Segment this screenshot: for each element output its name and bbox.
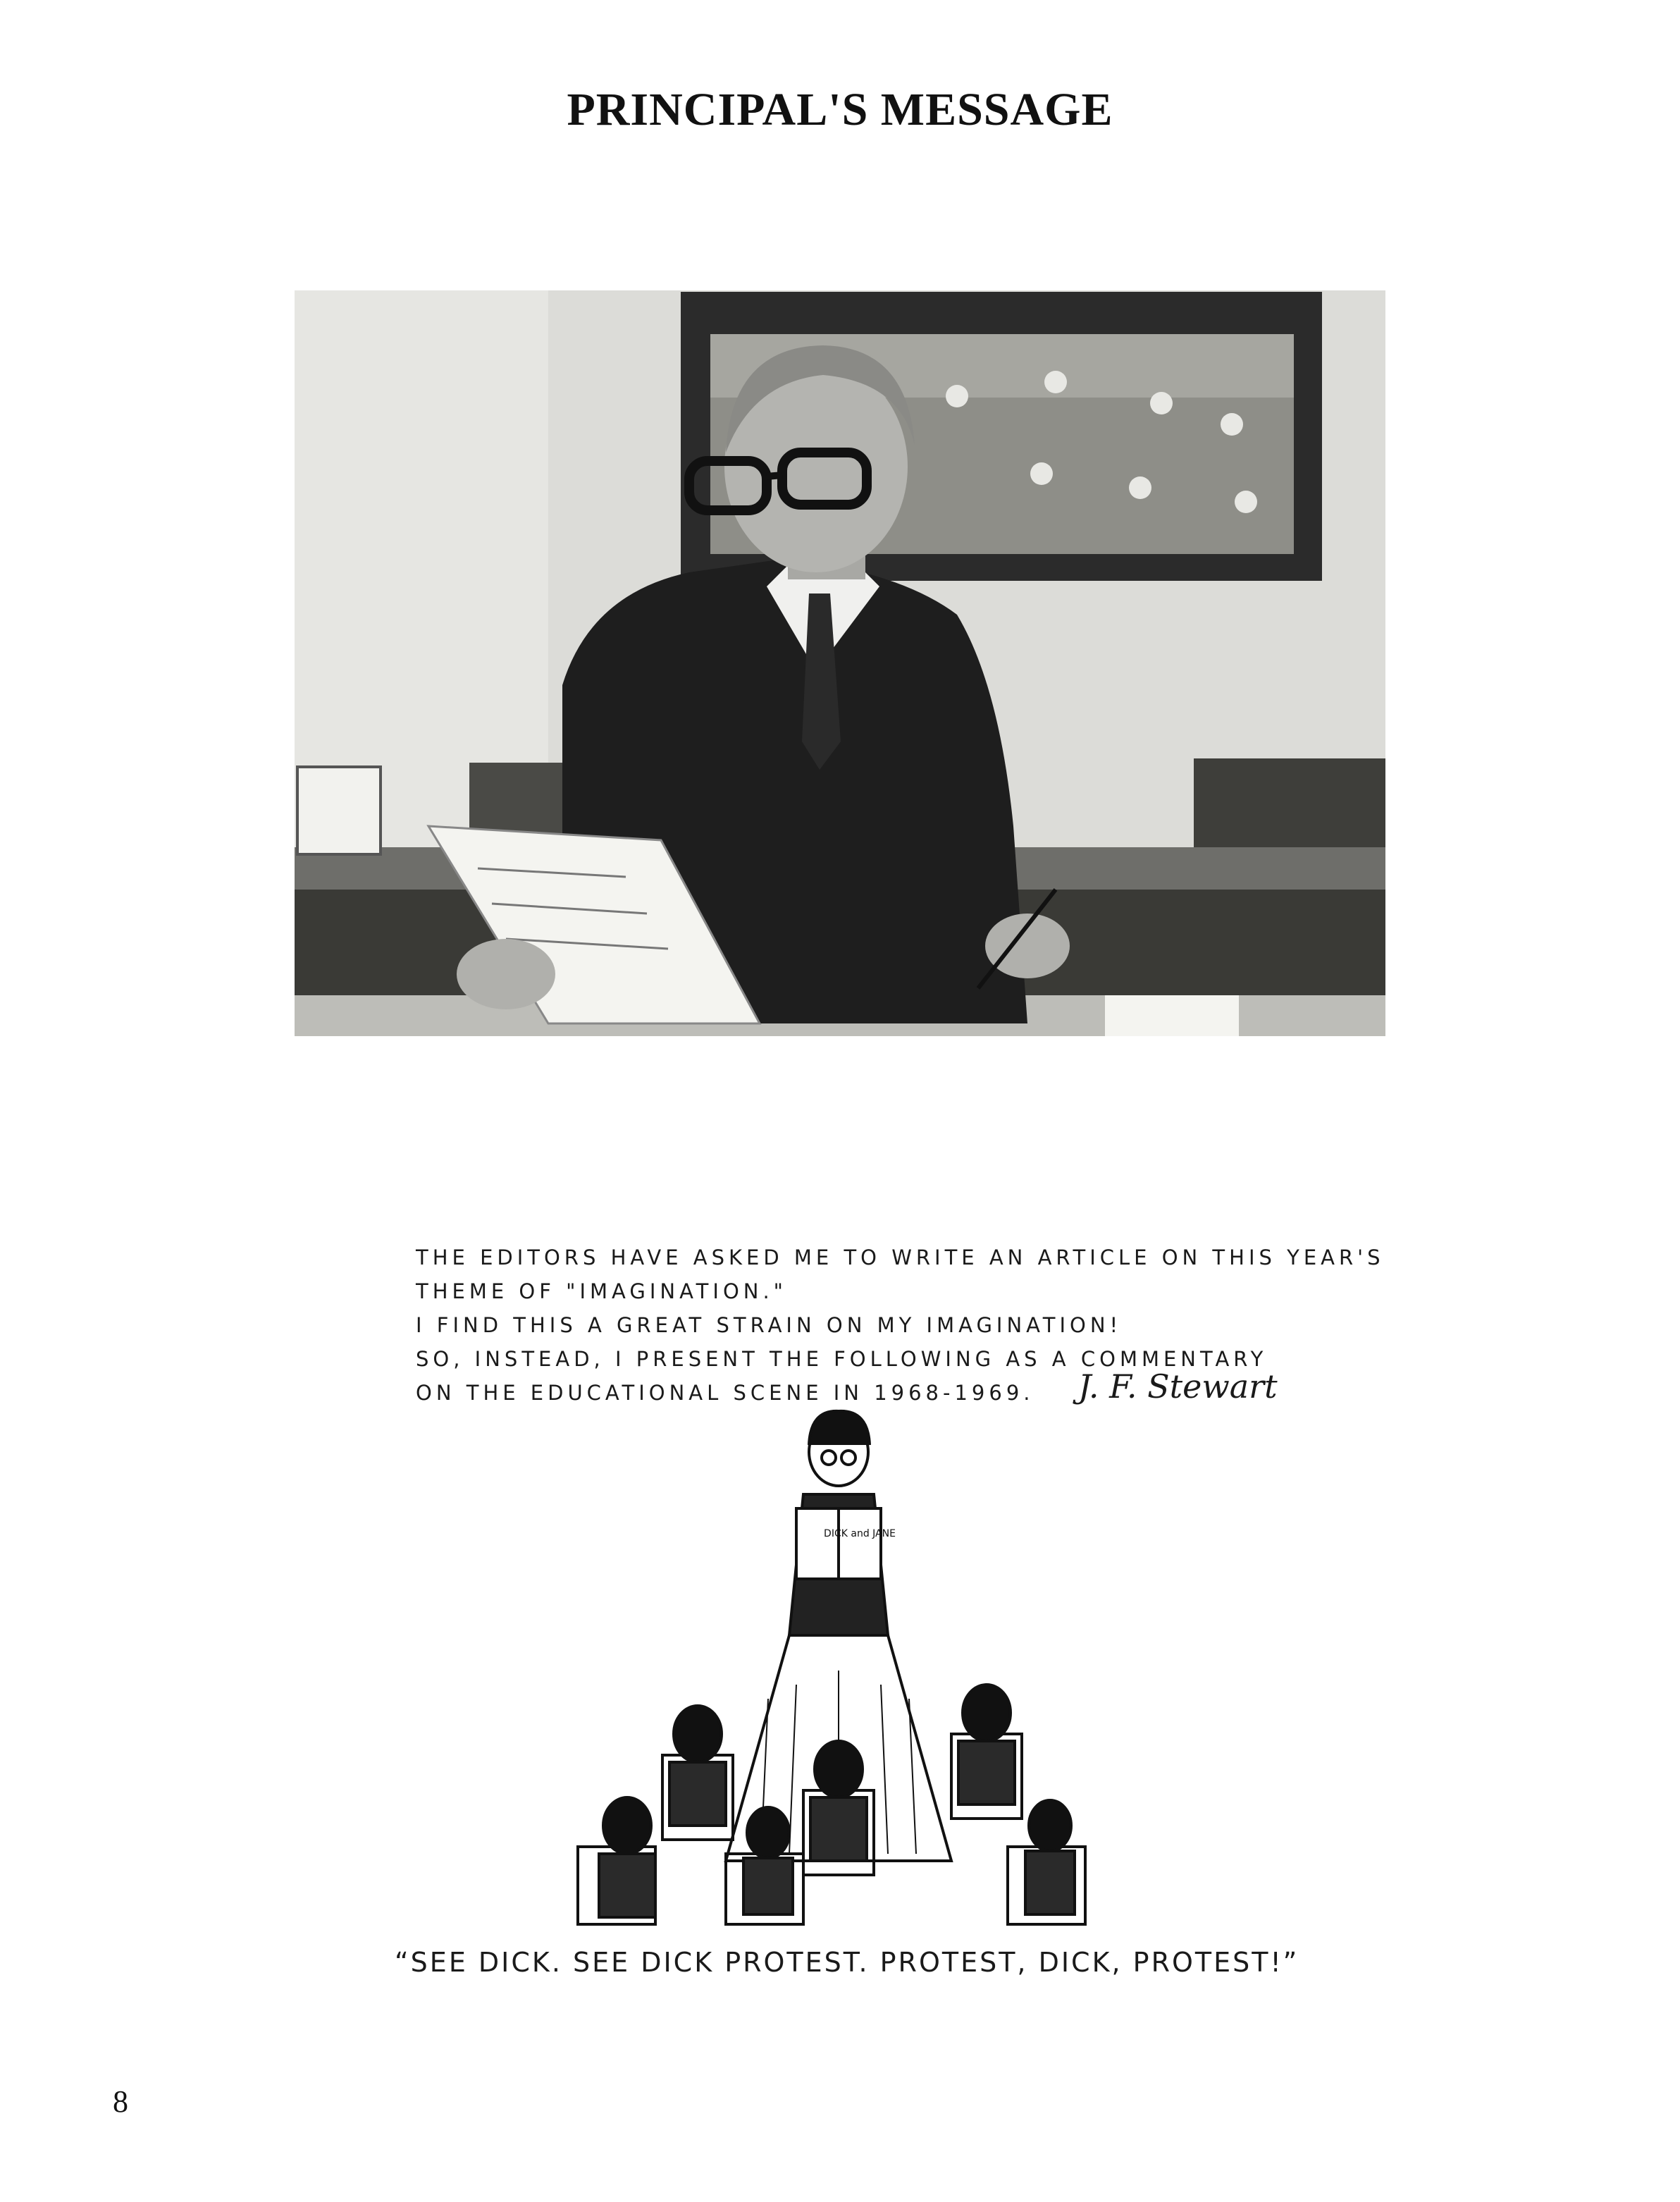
page-title: PRINCIPAL'S MESSAGE: [567, 84, 1113, 135]
book-title: DICK and JANE: [824, 1528, 896, 1539]
note-line: ON THE EDUCATIONAL SCENE IN 1968-1969.: [416, 1381, 1034, 1405]
cartoon-caption: “SEE DICK. SEE DICK PROTEST. PROTEST, DICK, PROTEST!”: [395, 1947, 1299, 1978]
signature: J. F. Stewart: [1078, 1367, 1278, 1406]
classroom-cartoon: [557, 1403, 1120, 1931]
note-line: THE EDITORS HAVE ASKED ME TO WRITE AN ARTICLE ON THIS YEAR'S: [416, 1245, 1385, 1269]
note-line: I FIND THIS A GREAT STRAIN ON MY IMAGINATION!: [416, 1313, 1123, 1337]
note-line: SO, INSTEAD, I PRESENT THE FOLLOWING AS A COMMENTARY: [416, 1347, 1268, 1371]
note-line: THEME OF "IMAGINATION.": [416, 1279, 788, 1303]
page-number: 8: [113, 2084, 128, 2119]
principal-photo: [295, 290, 1385, 1036]
